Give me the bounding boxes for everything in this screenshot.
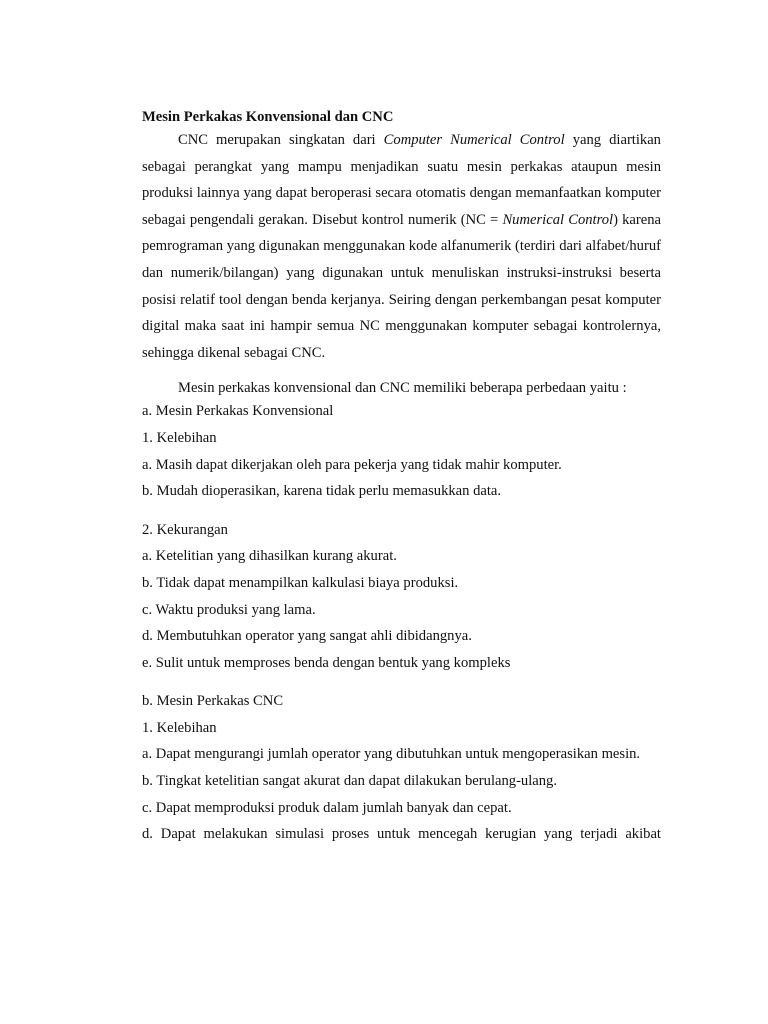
list-item: a. Dapat mengurangi jumlah operator yang dibutuhkan untuk mengoperasikan mesin. <box>142 746 641 763</box>
intro-text-3: ) karena pemrograman yang digunakan menggunakan kode alfanumerik (terdiri dari alfabet/huruf dan numerik/bilangan) yang digunakan untuk menuliskan instruksi-instruksi beserta posisi relatif tool dengan benda kerjanya. Seiring dengan perkembangan pesat komputer digital maka saat ini hampir semua NC menggunakan komputer sebagai kontrolernya, sehingga dikenal sebagai CNC. <box>142 211 661 361</box>
intro-paragraph <box>142 127 661 366</box>
document-title: Mesin Perkakas Konvensional dan CNC <box>142 109 394 125</box>
section-a-kelebihan-heading: 1. Kelebihan <box>142 429 217 446</box>
list-item: a. Masih dapat dikerjakan oleh para pekerja yang tidak mahir komputer. <box>142 456 562 473</box>
comparison-intro: Mesin perkakas konvensional dan CNC memiliki beberapa perbedaan yaitu : <box>178 380 627 397</box>
intro-text-1: CNC merupakan singkatan dari <box>178 132 384 148</box>
list-item: e. Sulit untuk memproses benda dengan bentuk yang kompleks <box>142 654 511 671</box>
list-item: c. Dapat memproduksi produk dalam jumlah banyak dan cepat. <box>142 799 512 816</box>
list-item: d. Membutuhkan operator yang sangat ahli dibidangnya. <box>142 628 472 645</box>
list-item: b. Tingkat ketelitian sangat akurat dan dapat dilakukan berulang-ulang. <box>142 773 558 790</box>
section-a-heading: a. Mesin Perkakas Konvensional <box>142 403 334 420</box>
list-item: b. Tidak dapat menampilkan kalkulasi biaya produksi. <box>142 574 459 591</box>
intro-text-2: yang diartikan sebagai perangkat yang mampu menjadikan suatu mesin perkakas ataupun mesin produksi lainnya yang dapat beroperasi secara otomatis dengan memanfaatkan komputer sebagai pengendali gerakan. Disebut kontrol numerik (NC = <box>142 132 661 228</box>
section-b-heading: b. Mesin Perkakas CNC <box>142 693 284 710</box>
list-item: a. Ketelitian yang dihasilkan kurang akurat. <box>142 548 397 565</box>
section-b-kelebihan-heading: 1. Kelebihan <box>142 719 217 736</box>
term-computer-numerical-control: Computer Numerical Control <box>383 132 565 148</box>
list-item: d. Dapat melakukan simulasi proses untuk mencegah kerugian yang terjadi akibat <box>142 826 661 843</box>
term-numerical-control: Numerical Control <box>502 211 614 228</box>
list-item: c. Waktu produksi yang lama. <box>142 601 316 618</box>
document-content <box>142 107 661 848</box>
list-item: b. Mudah dioperasikan, karena tidak perlu memasukkan data. <box>142 483 502 500</box>
section-a-kekurangan-heading: 2. Kekurangan <box>142 521 228 538</box>
